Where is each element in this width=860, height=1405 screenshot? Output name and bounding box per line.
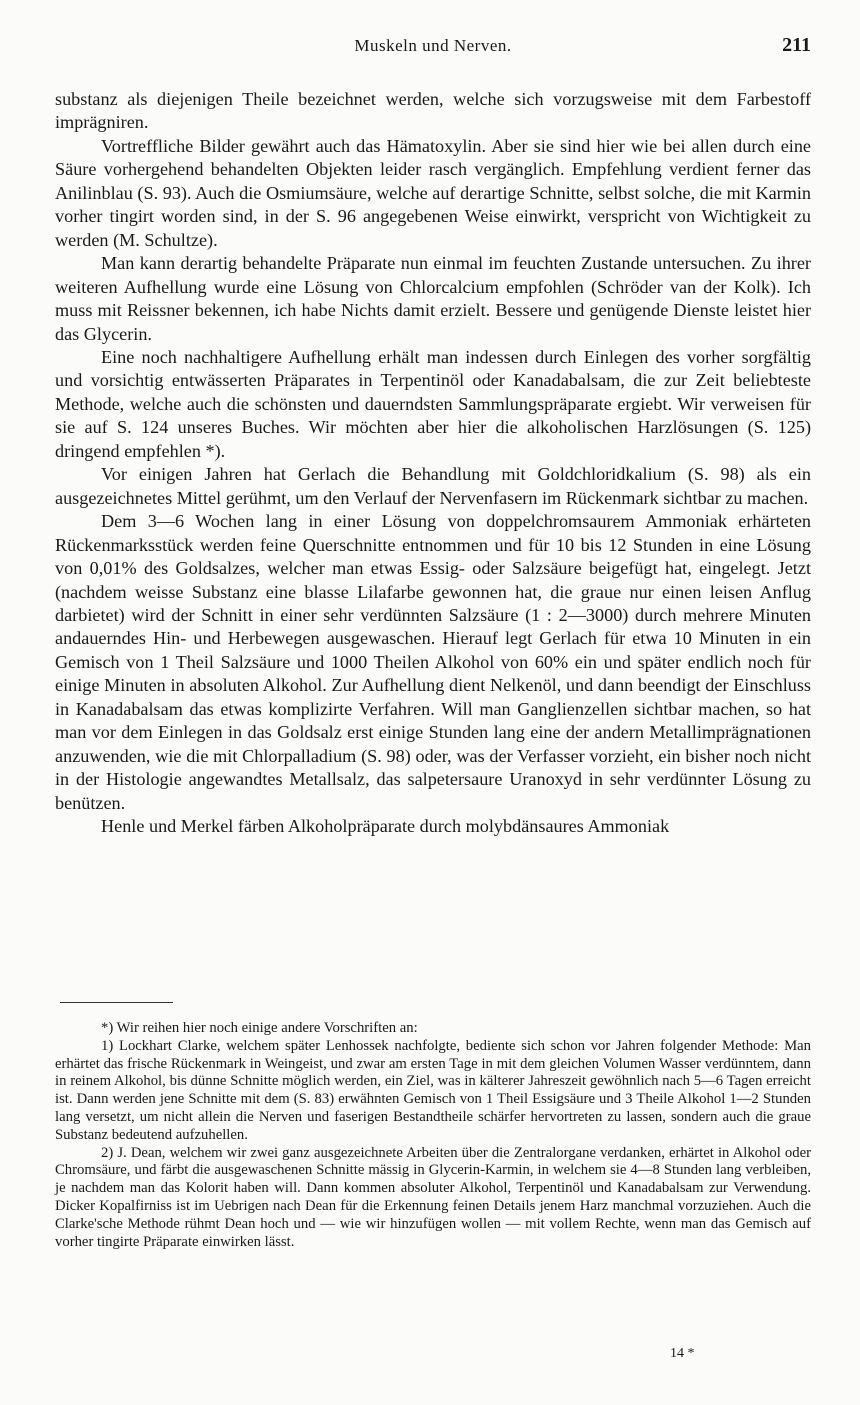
footnote: 1) Lockhart Clarke, welchem später Lenhossek nachfolgte, bediente sich schon vor Jahren folgender Methode: Man erhärtet das frische Rückenmark in Weingeist, und zwar am ersten Tage in mit dem gleichen Volumen Wasser verdünntem, dann in reinem Alkohol, bis dünne Schnitte möglich werden, ein Ziel, was in kälterer Jahreszeit gewöhnlich nach 5—6 Tagen erreicht ist. Dann werden jene Schnitte mit dem (S. 83) erwähnten Gemisch von 1 Theil Essigsäure und 3 Theile Alkohol 1—2 Stunden lang versetzt, um nicht allein die Nerven und faserigen Bestandtheile schärfer hervortreten zu lassen, sondern auch die graue Substanz bedeutend aufzuhellen. xyxy=(55,1037,811,1143)
running-title: Muskeln und Nerven. xyxy=(354,36,512,55)
footnote-rule xyxy=(60,1002,173,1003)
main-text xyxy=(55,88,811,839)
footnotes xyxy=(55,1020,811,1251)
footnote: 2) J. Dean, welchem wir zwei ganz ausgezeichnete Arbeiten über die Zentralorgane verdanken, erhärtet in Alkohol oder Chromsäure, und färbt die ausgewaschenen Schnitte mässig in Glycerin-Karmin, in welchem sie 4—8 Stunden lang verbleiben, je nachdem man das Kolorit haben will. Dann kommen absoluter Alkohol, Terpentinöl und Kanadabalsam zur Verwendung. Dicker Kopalfirniss ist im Uebrigen nach Dean für die Erkennung feinen Details jenem Harz manchmal vorzuziehen. Auch die Clarke'sche Methode rühmt Dean hoch und — wie wir hinzufügen wollen — mit vollem Rechte, wenn man das Gemisch auf vorher tingirte Präparate einwirken lässt. xyxy=(55,1144,811,1250)
paragraph: Dem 3—6 Wochen lang in einer Lösung von doppelchromsaurem Ammoniak erhärteten Rückenmarksstück werden feine Querschnitte entnommen und für 10 bis 12 Stunden in eine Lösung von 0,01% des Goldsalzes, welcher man etwas Essig- oder Salzsäure beigefügt hat, eingelegt. Jetzt (nachdem weisse Substanz eine blasse Lilafarbe gewonnen hat, die graue nur einen leisen Anflug darbietet) wird der Schnitt in einer sehr verdünnten Salzsäure (1 : 2—3000) durch mehrere Minuten andauerndes Hin- und Herbewegen ausgewaschen. Hierauf legt Gerlach für etwa 10 Minuten in ein Gemisch von 1 Theil Salzsäure und 1000 Theilen Alkohol von 60% ein und später endlich noch für einige Minuten in absoluten Alkohol. Zur Aufhellung dient Nelkenöl, und dann beendigt der Einschluss in Kanadabalsam das etwas komplizirte Verfahren. Will man Ganglienzellen sichtbar machen, so hat man vor dem Einlegen in das Goldsalz erst einige Stunden lang eine der andern Metallimprägnationen anzuwenden, wie die mit Chlorpalladium (S. 98) oder, was der Verfasser vorzieht, ein bisher noch nicht in der Histologie angewandtes Metallsalz, das salpetersaure Uranoxyd in sehr verdünnter Lösung zu benützen. xyxy=(55,511,811,813)
paragraph: Vor einigen Jahren hat Gerlach die Behandlung mit Goldchloridkalium (S. 98) als ein ausgezeichnetes Mittel gerühmt, um den Verlauf der Nervenfasern im Rückenmark sichtbar zu machen. xyxy=(55,464,811,508)
paragraph: Vortreffliche Bilder gewährt auch das Hämatoxylin. Aber sie sind hier wie bei allen durch eine Säure vorhergehend behandelten Objekten leider rasch vergänglich. Empfehlung verdient ferner das Anilinblau (S. 93). Auch die Osmiumsäure, welche auf derartige Schnitte, selbst solche, die mit Karmin vorher tingirt worden sind, in der S. 96 angegebenen Weise einwirkt, verspricht von Wichtigkeit zu werden (M. Schultze). xyxy=(55,135,811,250)
signature-mark: 14 * xyxy=(670,1346,695,1361)
running-header xyxy=(55,36,811,60)
page-number: 211 xyxy=(782,34,811,56)
paragraph: Henle und Merkel färben Alkoholpräparate durch molybdänsaures Ammoniak xyxy=(101,816,670,837)
paragraph: Eine noch nachhaltigere Aufhellung erhält man indessen durch Einlegen des vorher sorgfältig und vorsichtig entwässerten Präparates in Terpentinöl oder Kanadabalsam, die zur Zeit beliebteste Methode, welche auch die schönsten und dauerndsten Sammlungspräparate ergiebt. Wir verweisen für sie auf S. 124 unseres Buches. Wir möchten aber hier die alkoholischen Harzlösungen (S. 125) dringend empfehlen *). xyxy=(55,346,811,461)
footnote: *) Wir reihen hier noch einige andere Vorschriften an: xyxy=(101,1020,418,1036)
paragraph: substanz als diejenigen Theile bezeichnet werden, welche sich vorzugsweise mit dem Farbestoff imprägniren. xyxy=(55,89,811,133)
paragraph: Man kann derartig behandelte Präparate nun einmal im feuchten Zustande untersuchen. Zu ihrer weiteren Aufhellung wurde eine Lösung von Chlorcalcium empfohlen (Schröder van der Kolk). Ich muss mit Reissner bekennen, ich habe Nichts damit erzielt. Bessere und genügende Dienste leistet hier das Glycerin. xyxy=(55,253,811,344)
